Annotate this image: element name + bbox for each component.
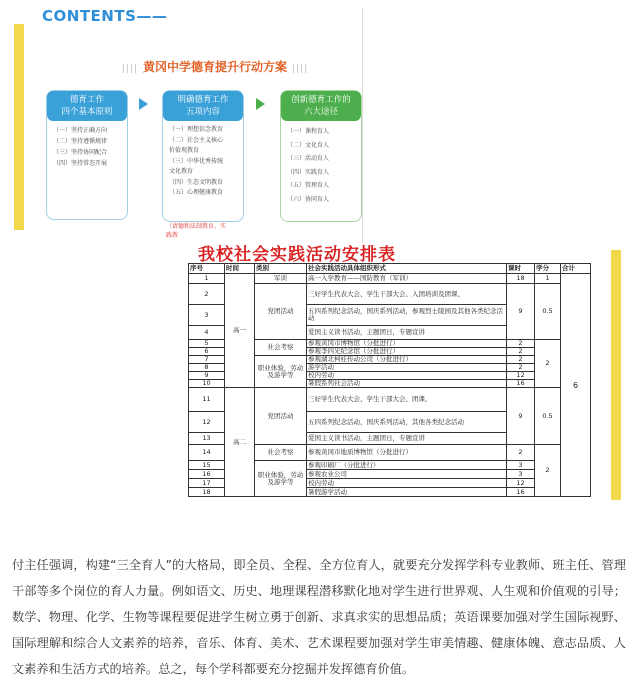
title-decoration-left: ||||	[121, 64, 138, 74]
content-cell: 五四系列纪念活动，国庆系列活动，参观烈士陵园及其他各类纪念活动	[307, 305, 507, 326]
plan-title-block	[100, 56, 330, 75]
red-note: （请德和法制教育、实践教	[166, 223, 227, 239]
category-cell: 党团活动	[255, 388, 307, 445]
list-item: 价值观教育	[169, 147, 200, 154]
category-cell: 职业体验，劳动及游学等	[255, 461, 307, 497]
header-cell: 时间	[225, 264, 255, 274]
row-number: 1	[189, 274, 225, 284]
row-number: 6	[189, 348, 225, 356]
hours-cell: 2	[507, 445, 535, 461]
list-item: （五）心理健康教育	[169, 189, 224, 196]
hours-cell: 16	[507, 380, 535, 388]
category-cell: 社会考察	[255, 340, 307, 356]
row-number: 2	[189, 284, 225, 305]
hours-cell: 2	[507, 348, 535, 356]
arrow-right-icon	[139, 98, 148, 110]
principles-list	[47, 121, 127, 173]
content-cell: 五四系列纪念活动，国庆系列活动，其他各类纪念活动	[307, 412, 507, 433]
content-cell: 爱国主义读书活动，主题团日，专题宣讲	[307, 326, 507, 340]
title-decoration-right: ||||	[292, 64, 309, 74]
content-list	[163, 121, 243, 203]
list-item: （一）课程育人	[287, 128, 330, 135]
approaches-list	[281, 121, 361, 210]
content-cell: 暑假系列社会活动	[307, 380, 507, 388]
content-cell: 参观印刷厂（分批进行）	[307, 461, 507, 470]
row-number: 7	[189, 356, 225, 364]
hours-cell: 2	[507, 364, 535, 372]
contents-heading: CONTENTS——	[42, 7, 168, 25]
content-cell: 参观黄冈市博物馆（分批进行）	[307, 340, 507, 348]
content-cell: 三好学生代表大会、学生干部大会、入团培训及团课、	[307, 284, 507, 305]
content-header-line2: 五项内容	[185, 107, 220, 117]
row-number: 9	[189, 372, 225, 380]
right-accent-bar	[611, 250, 621, 500]
list-item: （四）生态文明教育	[169, 178, 224, 186]
content-cell: 爱国主义读书活动，主题团日，专题宣讲	[307, 433, 507, 445]
list-item: （五）管理育人	[287, 182, 330, 189]
approaches-card-header	[281, 91, 361, 121]
row-number: 3	[189, 305, 225, 326]
list-item: （二）坚持遵循规律	[53, 138, 108, 145]
list-item: （四）坚持常态开展	[53, 160, 108, 167]
category-cell: 社会考察	[255, 445, 307, 461]
hours-cell: 3	[507, 470, 535, 479]
plan-title: 黄冈中学德育提升行动方案	[142, 60, 287, 74]
category-cell: 军训	[255, 274, 307, 284]
hours-cell: 2	[507, 340, 535, 348]
hours-cell: 16	[507, 488, 535, 497]
row-number: 8	[189, 364, 225, 372]
header-cell: 社会实践活动具体组织形式	[307, 264, 507, 274]
content-header-line1: 明确德育工作	[177, 95, 229, 105]
hours-cell: 2	[507, 356, 535, 364]
table-row	[189, 388, 591, 412]
principles-card-header	[47, 91, 127, 121]
list-item: （二）文化育人	[287, 141, 330, 149]
content-card-header	[163, 91, 243, 121]
credit-cell: 1	[535, 274, 561, 284]
table-row	[189, 274, 591, 284]
hours-cell: 18	[507, 274, 535, 284]
row-number: 14	[189, 445, 225, 461]
body-paragraph: 付主任强调，构建“三全育人”的大格局，即全员、全程、全方位育人，就要充分发挥学科专业教师、班主任、管理干部等多个岗位的育人力量。例如语文、历史、地理课程潜移默化地对学生进行世界观、人生观和价值观的引导；数学、物理、化学、生物等课程要促进学生树立勇于创新、求真求实的思想品质；英语课要加强对学生国际视野、国际理解和综合人文素养的培养，音乐、体育、美术、艺术课程要加强对学生审美情趣、健康体魄、意志品质、人文素养和生活方式的培养。总之，每个学科都要充分挖掘并发挥德育价值。	[12, 558, 626, 676]
category-cell: 职业体验，劳动及游学等	[255, 356, 307, 388]
content-card	[162, 90, 244, 222]
row-number: 17	[189, 479, 225, 488]
row-number: 12	[189, 412, 225, 433]
credit-cell: 2	[535, 340, 561, 388]
content-cell: 校内劳动	[307, 479, 507, 488]
header-cell: 课时	[507, 264, 535, 274]
left-accent-bar	[14, 24, 24, 230]
hours-cell: 3	[507, 461, 535, 470]
row-number: 18	[189, 488, 225, 497]
hours-cell: 12	[507, 479, 535, 488]
list-item: 文化教育	[169, 168, 194, 175]
header-cell: 类别	[255, 264, 307, 274]
list-item: （二）社会主义核心	[169, 136, 224, 144]
content-cell: 高一入学教育——国防教育（军训）	[307, 274, 507, 284]
list-item: （三）坚持协同配合	[53, 149, 108, 156]
schedule-title: 我校社会实践活动安排表	[198, 245, 396, 265]
list-item: （一）坚持正确方向	[53, 127, 108, 134]
approaches-header-line2: 六大途径	[303, 107, 338, 117]
row-number: 11	[189, 388, 225, 412]
header-cell: 合计	[561, 264, 591, 274]
list-item: （三）活动育人	[287, 155, 330, 162]
category-cell: 党团活动	[255, 284, 307, 340]
grade-cell: 高二	[225, 388, 255, 497]
list-item: （四）实践育人	[287, 168, 330, 176]
credit-cell: 2	[535, 445, 561, 497]
content-cell: 暑假游学活动	[307, 488, 507, 497]
row-number: 15	[189, 461, 225, 470]
row-number: 16	[189, 470, 225, 479]
approaches-card	[280, 90, 362, 222]
principles-card	[46, 90, 128, 220]
header-cell: 学分	[535, 264, 561, 274]
hours-cell: 9	[507, 284, 535, 340]
content-cell: 参观农业公司	[307, 470, 507, 479]
grade-cell: 高一	[225, 274, 255, 388]
panel-divider	[362, 8, 363, 243]
list-item: （一）理想信念教育	[169, 126, 224, 133]
principles-header-line1: 德育工作	[69, 95, 104, 105]
schedule-table	[188, 263, 591, 497]
row-number: 13	[189, 433, 225, 445]
principles-header-line2: 四个基本原则	[61, 107, 113, 117]
header-cell: 序号	[189, 264, 225, 274]
row-number: 5	[189, 340, 225, 348]
content-cell: 参观李四光纪念馆（分批进行）	[307, 348, 507, 356]
arrow-right-icon	[256, 98, 265, 110]
hours-cell: 9	[507, 388, 535, 445]
content-cell: 游学活动	[307, 364, 507, 372]
content-cell: 校内劳动	[307, 372, 507, 380]
content-cell: 参观湖北柯桂传动公司（分批进行）	[307, 356, 507, 364]
row-number: 10	[189, 380, 225, 388]
total-cell: 6	[561, 274, 591, 497]
approaches-header-line1: 创新德育工作的	[291, 95, 351, 105]
table-header-row	[189, 264, 591, 274]
credit-cell: 0.5	[535, 284, 561, 340]
credit-cell: 0.5	[535, 388, 561, 445]
content-cell: 参观黄冈市地质博物馆（分批进行）	[307, 445, 507, 461]
list-item: （三）中华优秀传统	[169, 157, 224, 165]
hours-cell: 12	[507, 372, 535, 380]
content-cell: 三好学生代表大会、学生干部大会、团课、	[307, 388, 507, 412]
row-number: 4	[189, 326, 225, 340]
list-item: （六）协同育人	[287, 195, 330, 203]
